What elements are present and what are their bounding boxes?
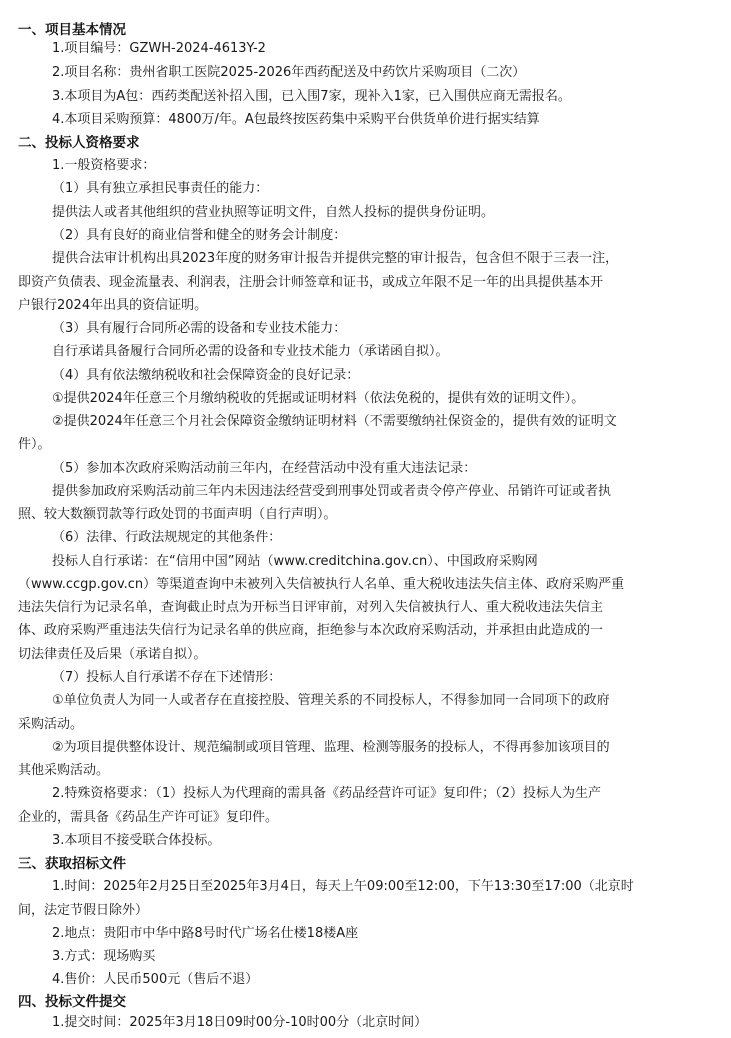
paragraph-line: （7）投标人自行承诺不存在下述情形：: [52, 670, 282, 685]
paragraph-line: 件）。: [18, 437, 51, 452]
paragraph-line: （1）具有独立承担民事责任的能力：: [52, 181, 269, 196]
paragraph-line: 1.时间：2025年2月25日至2025年3月4日，每天上午09:00至12:00，下午13:30至17:00（北京时: [52, 879, 634, 894]
section-heading-4: 四、投标文件提交: [18, 994, 126, 1010]
paragraph-line: 自行承诺具备履行合同所必需的设备和专业技术能力（承诺函自拟）。: [52, 344, 449, 359]
paragraph-line: （5）参加本次政府采购活动前三年内，在经营活动中没有重大违法记录：: [52, 461, 477, 476]
paragraph-line: 即资产负债表、现金流量表、利润表，注册会计师签章和证书，或成立年限不足一年的出具提供基本开: [18, 275, 604, 290]
paragraph-line: 提供合法审计机构出具2023年度的财务审计报告并提供完整的审计报告，包含但不限于三表一注，: [52, 251, 619, 266]
paragraph-line: 户银行2024年出具的资信证明。: [18, 298, 208, 313]
section-heading-3: 三、获取招标文件: [18, 856, 126, 872]
paragraph-line: 2.项目名称：贵州省职工医院2025-2026年西药配送及中药饮片采购项目（二次）: [52, 65, 526, 80]
paragraph-line: （2）具有良好的商业信誉和健全的财务会计制度：: [52, 228, 347, 243]
paragraph-line: 提供法人或者其他组织的营业执照等证明文件，自然人投标的提供身份证明。: [52, 205, 495, 220]
paragraph-line: 3.方式：现场购买: [52, 949, 156, 964]
paragraph-line: （3）具有履行合同所必需的设备和专业技术能力：: [52, 321, 347, 336]
paragraph-line: ②为项目提供整体设计、规范编制或项目管理、监理、检测等服务的投标人，不得再参加该项目的: [52, 740, 610, 755]
paragraph-line: 企业的，需具备《药品生产许可证》复印件。: [18, 810, 279, 825]
paragraph-line: 2.特殊资格要求：（1）投标人为代理商的需具备《药品经营许可证》复印件；（2）投标人为生产: [52, 786, 601, 801]
paragraph-line: 3.本项目不接受联合体投标。: [52, 833, 221, 848]
paragraph-line: 3.本项目为A包：西药类配送补招入围，已入围7家，现补入1家，已入围供应商无需报名。: [52, 89, 571, 104]
paragraph-line: 违法失信行为记录名单，查询截止时点为开标当日评审前，对列入失信被执行人、重大税收违法失信主: [18, 600, 604, 615]
paragraph-line: ①单位负责人为同一人或者存在直接控股、管理关系的不同投标人，不得参加同一合同项下的政府: [52, 693, 610, 708]
paragraph-line: 照、较大数额罚款等行政处罚的书面声明（自行声明）。: [18, 507, 337, 522]
paragraph-line: 1.提交时间：2025年3月18日09时00分-10时00分（北京时间）: [52, 1015, 428, 1030]
paragraph-line: ①提供2024年任意三个月缴纳税收的凭据或证明材料（依法免税的，提供有效的证明文件）。: [52, 391, 585, 406]
paragraph-line: （4）具有依法缴纳税收和社会保障资金的良好记录：: [52, 368, 360, 383]
paragraph-line: 1.项目编号：GZWH-2024-4613Y-2: [52, 41, 266, 56]
paragraph-line: （6）法律、行政法规规定的其他条件：: [52, 530, 282, 545]
paragraph-line: 其他采购活动。: [18, 763, 110, 778]
paragraph-line: 切法律责任及后果（承诺自拟）。: [18, 647, 207, 662]
section-heading-1: 一、项目基本情况: [18, 22, 126, 38]
paragraph-line: 采购活动。: [18, 717, 84, 732]
paragraph-line: ②提供2024年任意三个月社会保障资金缴纳证明材料（不需要缴纳社保资金的，提供有效的证明文: [52, 414, 617, 429]
paragraph-line: 4.售价：人民币500元（售后不退）: [52, 972, 259, 987]
paragraph-line: 1.一般资格要求：: [52, 158, 156, 173]
paragraph-line: 体、政府采购严重违法失信行为记录名单的供应商，拒绝参与本次政府采购活动，并承担由此造成的一: [18, 623, 604, 638]
paragraph-line: 间，法定节假日除外）: [18, 903, 149, 918]
paragraph-line: 投标人自行承诺：在“信用中国”网站（www.creditchina.gov.cn）、中国政府采购网: [52, 554, 538, 569]
paragraph-line: 提供参加政府采购活动前三年内未因违法经营受到刑事处罚或者责令停产停业、吊销许可证或者执: [52, 484, 612, 499]
paragraph-line: 2.地点：贵阳市中华中路8号时代广场名仕楼18楼A座: [52, 926, 359, 941]
section-heading-2: 二、投标人资格要求: [18, 135, 140, 151]
paragraph-line: （www.ccgp.gov.cn）等渠道查询中未被列入失信被执行人名单、重大税收违法失信主体、政府采购严重: [18, 577, 625, 592]
paragraph-line: 4.本项目采购预算：4800万/年。A包最终按医药集中采购平台供货单价进行据实结算: [52, 112, 540, 127]
